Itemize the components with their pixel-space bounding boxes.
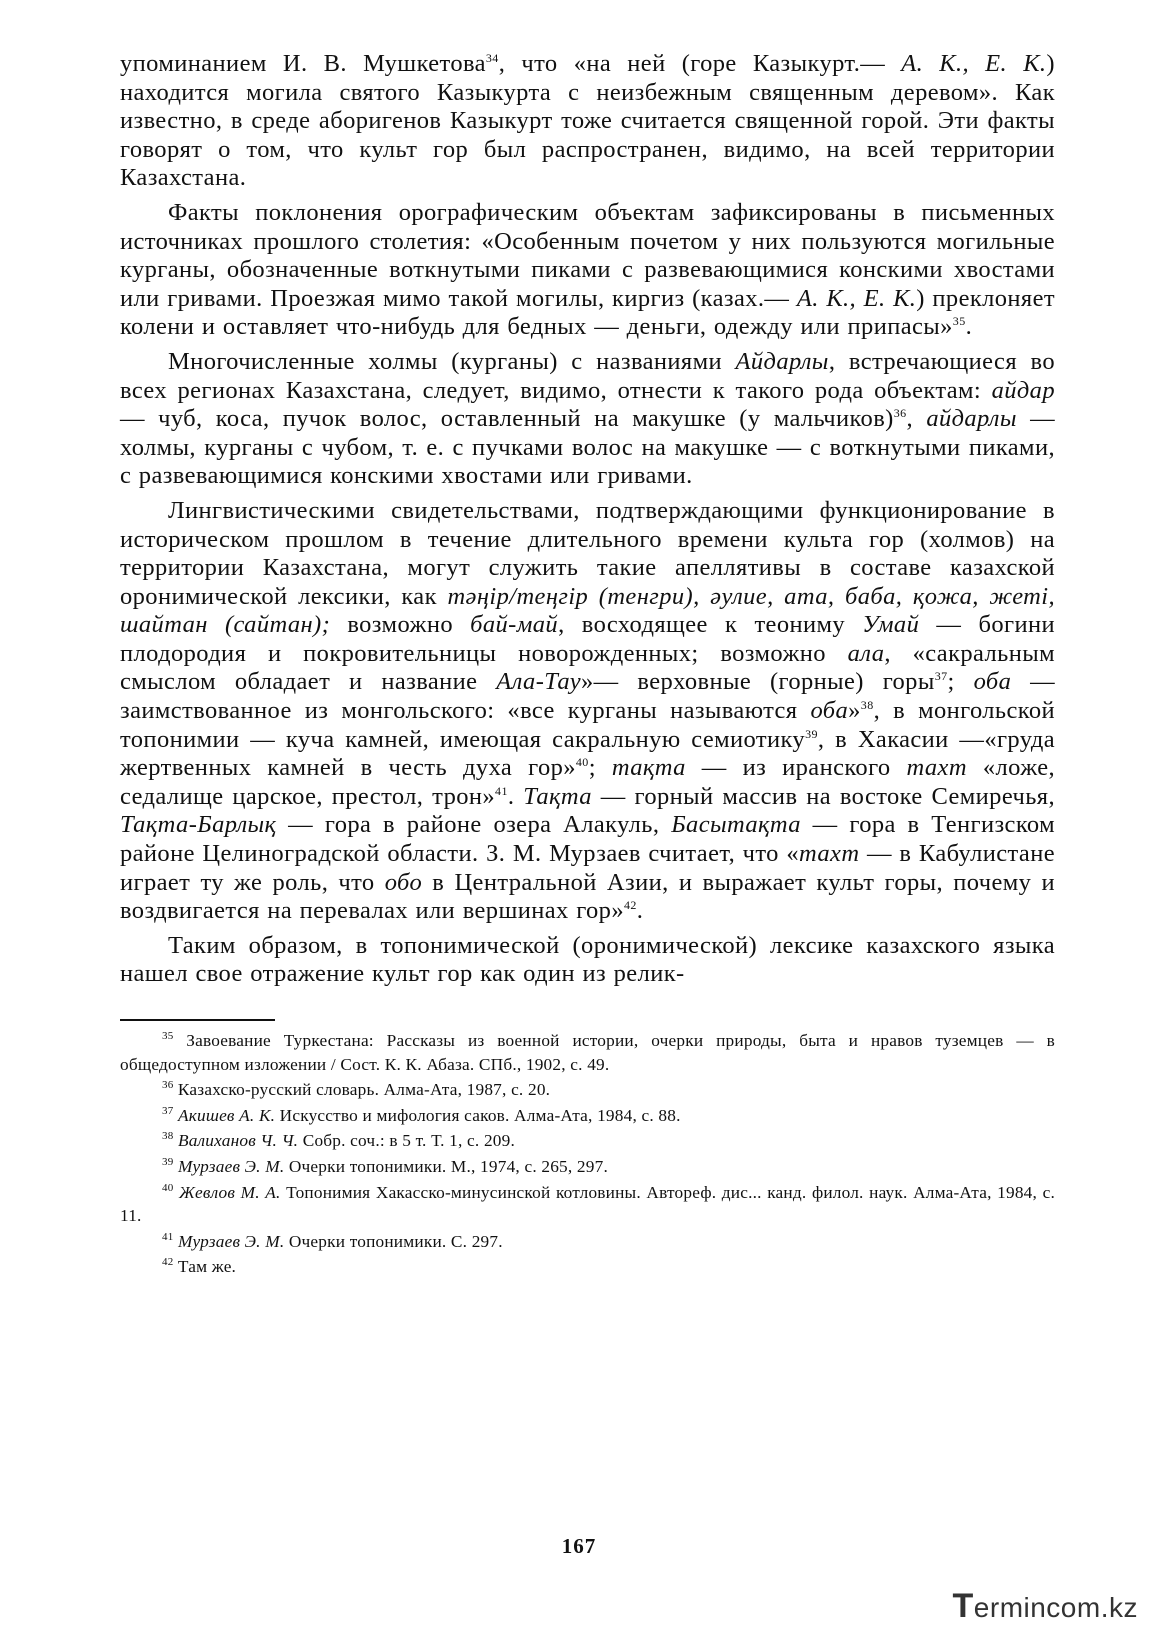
paragraph-4: Лингвистическими свидетельствами, подтверждающими функционирование в историческом прошлом в течение длительного времени культа гор (холмов) на территории Казахстана, могут служить такие апеллятивы в составе казахской оронимической лексики, как тәңір/тeңгір (тенгри), әулие, ата, баба, қожа, жеті, шайтан (сайтан); возможно бай-май, восходящее к теониму Умай — богини плодородия и покровительницы новорожденных; возможно ала, «сакральным смыслом обладает и название Ала-Тау»— верховные (горные) горы$^{37}$; оба — заимствованное из монгольского: «все курганы называются оба»$^{38}$, в монгольской топонимии — куча камней, имеющая сакральную семиотику$^{39}$, в Хакасии —«груда жертвенных камней в честь духа гор»$^{40}$; тақта — из иранского тахт «ложе, седалище царское, престол, трон»$^{41}$. Тақта — горный массив на востоке Семиречья, Тақта-Барлық — гора в районе озера Алакуль, Басытақта — гора в Тенгизском районе Целиноградской области. З. М. Мурзаев считает, что «тахт — в Кабулистане играет ту же роль, что обо в Центральной Азии, и выражает культ горы, почему и воздвигается на перевалах или вершинах гор»$^{42}$.	[120, 496, 1056, 925]
footnote-36: $^{36}$ Казахско-русский словарь. Алма-Ата, 1987, с. 20.	[162, 1079, 551, 1100]
paragraph-3: Многочисленные холмы (курганы) с названиями Айдарлы, встречающиеся во всех регионах Казахстана, следует, видимо, отнести к такого рода объектам: айдар — чуб, коса, пучок волос, оставленный на макушке (у мальчиков)$^{36}$, айдарлы — холмы, курганы с чубом, т. е. с пучками волос на макушке — с воткнутыми пиками, с развевающимися конскими хвостами или гривами.	[120, 347, 1055, 490]
footnote-42: $^{42}$ Там же.	[162, 1256, 237, 1277]
footnote-39: $^{39}$ Мурзаев Э. М. Очерки топонимики. М., 1974, с. 265, 297.	[162, 1156, 608, 1176]
footnote-37: $^{37}$ Акишев А. К. Искусство и мифология саков. Алма-Ата, 1984, с. 88.	[162, 1105, 681, 1125]
page-body	[120, 50, 1055, 1281]
paragraph-5: Таким образом, в топонимической (оронимической) лексике казахского языка нашел свое отражение культ гор как один из релик-	[120, 931, 1055, 988]
page-number: 167	[561, 1534, 597, 1558]
footnote-38: $^{38}$ Валиханов Ч. Ч. Собр. соч.: в 5 т. Т. 1, с. 209.	[162, 1130, 515, 1151]
paragraph-2: Факты поклонения орографическим объектам зафиксированы в письменных источниках прошлого столетия: «Особенным почетом у них пользуются могильные курганы, обозначенные воткнутыми пиками с развевающимися конскими хвостами или гривами. Проезжая мимо такой могилы, киргиз (казах.— А. К., Е. К.) преклоняет колени и оставляет что-нибудь для бедных — деньги, одежду или припасы»$^{35}$.	[120, 198, 1055, 341]
footnote-40: $^{40}$ Жевлов М. А. Топонимия Хакасско-минусинской котловины. Автореф. дис... канд. филол. наук. Алма-Ата, 1984, с. 11.	[120, 1181, 1055, 1226]
footnote-divider	[120, 1019, 275, 1021]
watermark-logo: Termincom.kz	[952, 1587, 1138, 1625]
footnote-35: $^{35}$ Завоевание Туркестана: Рассказы из военной истории, очерки природы, быта и нравов туземцев — в общедоступном изложении / Сост. К. К. Абаза. СПб., 1902, с. 49.	[120, 1030, 1055, 1074]
footnote-41: $^{41}$ Мурзаев Э. М. Очерки топонимики. С. 297.	[162, 1230, 503, 1251]
footnotes	[120, 1029, 1055, 1279]
paragraph-1: упоминанием И. В. Мушкетова$^{34}$, что «на ней (горе Казыкурт.— А. К., Е. К.) находится могила святого Казыкурта с неизбежным священным деревом». Как известно, в среде аборигенов Казыкурт тоже считается священной горой. Эти факты говорят о том, что культ гор был распространен, видимо, на всей территории Казахстана.	[120, 50, 1055, 192]
